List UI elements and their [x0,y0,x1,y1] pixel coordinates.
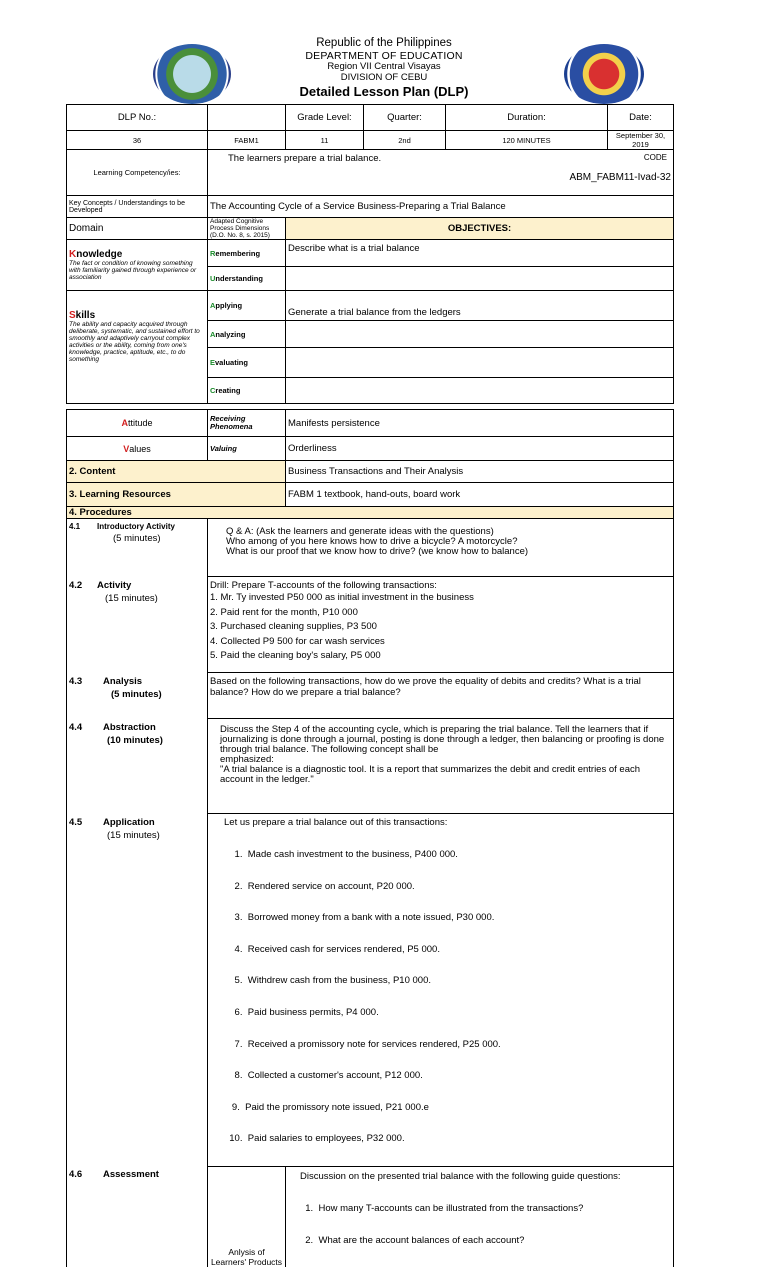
assessment-item: 2. What are the account balances of each account? [300,1234,525,1246]
attitude-dimension: Receiving Phenomena [208,410,286,437]
application-item: 7. Received a promissory note for services rendered, P25 000. [224,1038,501,1050]
competency-text: The learners prepare a trial balance. [208,150,608,196]
key-concepts-label: Key Concepts / Understandings to be Developed [67,196,208,218]
dlp-no-label: DLP No.: [67,105,208,131]
knowledge-cell [67,240,208,291]
date-value: September 30, 2019 [608,131,674,150]
quarter-value: 2nd [364,131,446,150]
analysis-row [67,673,674,719]
competency-row [67,150,674,196]
creating-objective [286,378,674,404]
assessment-text [286,1166,674,1267]
application-item: 4. Received cash for services rendered, P5 000. [224,943,440,955]
values-label: Values [67,437,208,461]
activity-text [208,577,674,673]
activity-label: 4.2 Activity (15 minutes) [67,577,208,673]
abstraction-label: 4.4 Abstraction (10 minutes) [67,719,208,814]
analysis-label: 4.3 Analysis (5 minutes) [67,673,208,719]
competency-label: Learning Competency/ies: [67,150,208,196]
assessment-intro: Discussion on the presented trial balance with the following guide questions: [300,1170,621,1182]
attitude-label: Attitude [67,410,208,437]
key-concepts-row [67,196,674,218]
application-item: 3. Borrowed money from a bank with a note issued, P30 000. [224,912,495,924]
code-cell [569,150,674,196]
values-dimension: Valuing [208,437,286,461]
division-line: DIVISION OF CEBU [340,72,428,83]
code-label: CODE [643,153,667,162]
activity-item: 3. Purchased cleaning supplies, P3 500 [210,621,377,632]
grade-level-label: Grade Level: [286,105,364,131]
domain-label: Domain [67,218,208,240]
subject-value: FABM1 [208,131,286,150]
knowledge-desc: The fact or condition of knowing something with familiarity gained through experience or association [69,260,197,281]
code-value: ABM_FABM11-Ivad-32 [569,172,671,183]
assessment-list [300,1182,671,1267]
assessment-method: Anlysis of Learners' Products [208,1166,286,1267]
republic-line: Republic of the Philippines [316,37,452,49]
analyzing-label: Analyzing [208,321,286,348]
application-item: 5. Withdrew cash from the business, P10 000. [224,975,431,987]
application-item: 1. Made cash investment to the business, P400 000. [224,849,458,860]
assessment-label: 4.6 Assessment [67,1166,208,1267]
skills-desc: The ability and capacity acquired through deliberate, systematic, and sustained effort to smoothly and adaptively carryout complex activities or the ability, coming from one's knowledge, practice, aptitude, etc., to do something [69,321,200,363]
attitude-objective: Manifests persistence [286,410,674,437]
objectives-heading: OBJECTIVES: [286,218,674,240]
document-header [0,0,768,102]
assessment-row [67,1166,674,1267]
remembering-label: Remembering [208,240,286,267]
values-row [67,437,674,461]
activity-list [210,591,671,664]
application-list [224,828,671,1166]
applying-row [67,291,674,321]
duration-label: Duration: [446,105,608,131]
resources-text: FABM 1 textbook, hand-outs, board work [286,483,674,507]
intro-activity-text: Q & A: (Ask the learners and generate ideas with the questions) Who among of you here knows how to drive a bicycle? A motorcycle? What is our proof that we know how to drive? (we know how to balance) [208,519,674,577]
document-title: Detailed Lesson Plan (DLP) [299,84,469,99]
activity-intro: Drill: Prepare T-accounts of the following transactions: [210,580,437,591]
values-objective: Orderliness [286,437,674,461]
evaluating-label: Evaluating [208,348,286,378]
application-item: 8. Collected a customer's account, P12 000. [224,1070,423,1082]
procedures-label: 4. Procedures [67,507,674,519]
assessment-item: 1. How many T-accounts can be illustrated from the transactions? [300,1202,584,1214]
application-item: 10. Paid salaries to employees, P32 000. [224,1133,405,1145]
activity-item: 5. Paid the cleaning boy's salary, P5 000 [210,650,381,661]
understanding-label: Understanding [208,267,286,291]
skills-heading: Skills [69,310,96,321]
application-item: 6. Paid business permits, P4 000. [224,1006,379,1018]
applying-objective: Generate a trial balance from the ledgers [286,291,674,321]
application-item: 2. Rendered service on account, P20 000. [224,880,415,892]
skills-cell [67,291,208,404]
remembering-objective: Describe what is a trial balance [286,240,674,267]
dimensions-label: Adapted Cognitive Process Dimensions (D.O. No. 8, s. 2015) [208,218,286,240]
domain-row [67,218,674,240]
resources-label: 3. Learning Resources [67,483,286,507]
lesson-plan-table [66,104,673,1267]
understanding-objective [286,267,674,291]
analyzing-objective [286,321,674,348]
evaluating-objective [286,348,674,378]
content-row [67,461,674,483]
grade-level-value: 11 [286,131,364,150]
application-row [67,814,674,1167]
activity-row [67,577,674,673]
intro-activity-label: 4.1 Introductory Activity (5 minutes) [67,519,208,577]
application-text [208,814,674,1167]
intro-activity-row [67,519,674,577]
applying-label: Applying [208,291,286,321]
procedures-row [67,507,674,519]
info-header-row [67,105,674,131]
knowledge-heading: Knowledge [69,249,123,260]
abstraction-row [67,719,674,814]
application-intro: Let us prepare a trial balance out of this transactions: [224,817,448,828]
blank-cell [208,105,286,131]
activity-item: 2. Paid rent for the month, P10 000 [210,606,358,618]
content-label: 2. Content [67,461,286,483]
activity-item: 1. Mr. Ty invested P50 000 as initial investment in the business [210,592,474,603]
abstraction-text: Discuss the Step 4 of the accounting cycle, which is preparing the trial balance. Tell the learners that if journalizing is done through a journal, posting is done through a ledger, then balancing or proofing is done through trial balance. The following concept shall be emphasized: "A trial balance is a diagnostic tool. It is a report that summarizes the debit and credit entries of each account in the ledger." [208,719,674,814]
duration-value: 120 MINUTES [446,131,608,150]
analysis-text: Based on the following transactions, how do we prove the equality of debits and credits? What is a trial balance? How do we prepare a trial balance? [208,673,674,719]
attitude-row [67,410,674,437]
key-concepts-text: The Accounting Cycle of a Service Business-Preparing a Trial Balance [208,196,674,218]
activity-item: 4. Collected P9 500 for car wash services [210,635,385,647]
quarter-label: Quarter: [364,105,446,131]
department-line: DEPARTMENT OF EDUCATION [305,50,463,62]
content-text: Business Transactions and Their Analysis [286,461,674,483]
date-label: Date: [608,105,674,131]
creating-label: Creating [208,378,286,404]
dlp-no-value: 36 [67,131,208,150]
remembering-row [67,240,674,267]
region-line: Region VII Central Visayas [327,61,441,72]
application-item: 9. Paid the promissory note issued, P21 000.e [224,1101,429,1113]
resources-row [67,483,674,507]
info-values-row [67,131,674,150]
application-label: 4.5 Application (15 minutes) [67,814,208,1167]
